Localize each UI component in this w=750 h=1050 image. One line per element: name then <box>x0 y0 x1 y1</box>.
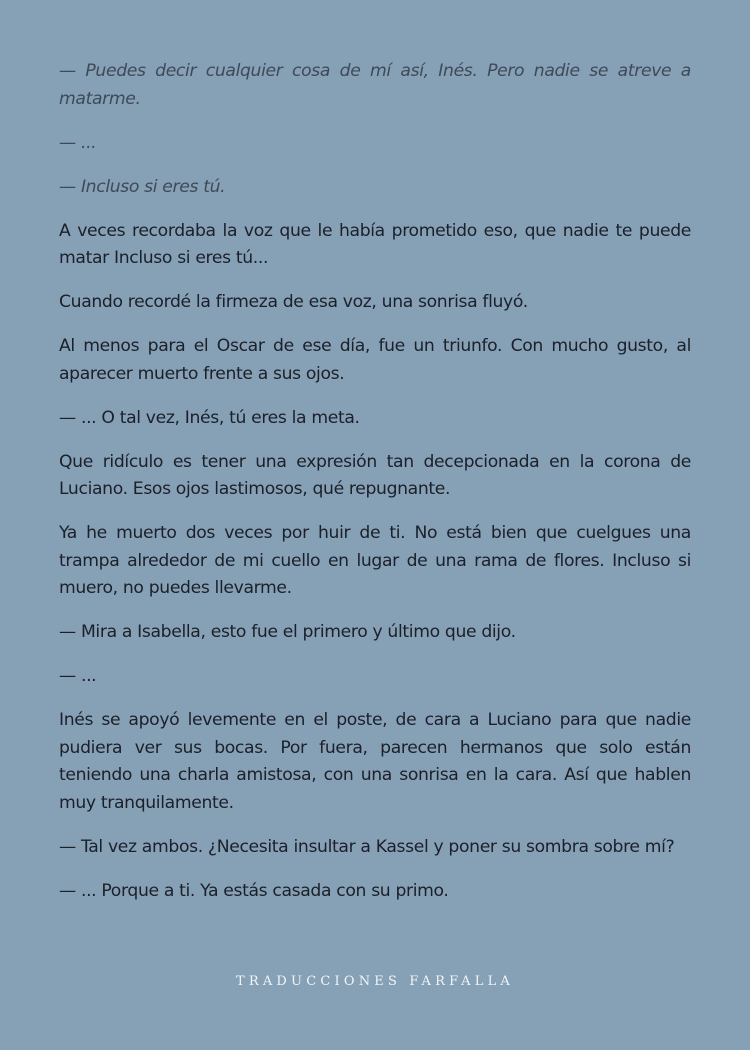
paragraph-dialogue: — Tal vez ambos. ¿Necesita insultar a Kassel y poner su sombra sobre mí? <box>59 836 675 857</box>
paragraph: Al menos para el Oscar de ese día, fue un triunfo. Con mucho gusto, al aparecer muerto frente a sus ojos. <box>59 336 691 384</box>
paragraph: Ya he muerto dos veces por huir de ti. No está bien que cuelgues una trampa alrededor de mi cuello en lugar de una rama de flores. Incluso si muero, no puedes llevarme. <box>59 523 691 598</box>
paragraph-dialogue: — ... O tal vez, Inés, tú eres la meta. <box>59 407 360 428</box>
paragraph-dialogue: — ... Porque a ti. Ya estás casada con su primo. <box>59 880 449 901</box>
paragraph: Cuando recordé la firmeza de esa voz, una sonrisa fluyó. <box>59 292 528 312</box>
paragraph: Que ridículo es tener una expresión tan decepcionada en la corona de Luciano. Esos ojos lastimosos, qué repugnante. <box>59 451 691 499</box>
paragraph-dialogue: — Mira a Isabella, esto fue el primero y último que dijo. <box>59 622 516 642</box>
paragraph: A veces recordaba la voz que le había prometido eso, que nadie te puede matar Incluso si eres tú... <box>59 220 691 268</box>
footer-credit: TRADUCCIONES FARFALLA <box>235 974 514 989</box>
document-body <box>59 58 691 922</box>
paragraph: Inés se apoyó levemente en el poste, de cara a Luciano para que nadie pudiera ver sus bocas. Por fuera, parecen hermanos que solo están teniendo una charla amistosa, con una sonrisa en la cara. Así que hablen muy tranquilamente. <box>59 710 691 813</box>
paragraph-dialogue: — Puedes decir cualquier cosa de mí así, Inés. Pero nadie se atreve a matarme. <box>59 61 691 109</box>
paragraph-dialogue: — Incluso si eres tú. <box>59 176 226 197</box>
paragraph-dialogue: — ... <box>59 666 97 686</box>
paragraph-dialogue: — ... <box>59 132 97 153</box>
